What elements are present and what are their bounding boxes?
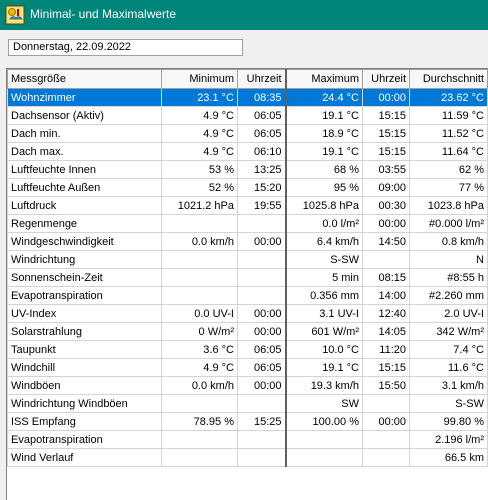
table-row[interactable] <box>8 359 488 377</box>
cell-maximum: S-SW <box>286 251 363 269</box>
cell-max-time: 15:15 <box>363 125 410 143</box>
cell-min-time: 06:05 <box>238 341 286 359</box>
cell-average: 99.80 % <box>410 413 488 431</box>
cell-max-time: 08:15 <box>363 269 410 287</box>
cell-minimum: 78.95 % <box>162 413 238 431</box>
cell-max-time: 00:30 <box>363 197 410 215</box>
cell-max-time <box>363 449 410 467</box>
cell-name: Solarstrahlung <box>8 323 162 341</box>
table-row[interactable] <box>8 179 488 197</box>
cell-name: Wind Verlauf <box>8 449 162 467</box>
table-row[interactable] <box>8 251 488 269</box>
cell-average: 11.64 °C <box>410 143 488 161</box>
cell-min-time: 15:25 <box>238 413 286 431</box>
cell-max-time: 14:05 <box>363 323 410 341</box>
cell-min-time: 06:05 <box>238 107 286 125</box>
cell-min-time <box>238 449 286 467</box>
cell-maximum: 19.3 km/h <box>286 377 363 395</box>
cell-min-time: 00:00 <box>238 305 286 323</box>
cell-name: Windgeschwindigkeit <box>8 233 162 251</box>
cell-maximum: 0.0 l/m² <box>286 215 363 233</box>
cell-min-time <box>238 287 286 305</box>
cell-maximum: 10.0 °C <box>286 341 363 359</box>
values-table <box>7 69 488 467</box>
column-header-minimum[interactable]: Minimum <box>162 70 238 89</box>
cell-maximum: 601 W/m² <box>286 323 363 341</box>
cell-average: 1023.8 hPa <box>410 197 488 215</box>
cell-max-time: 14:00 <box>363 287 410 305</box>
column-header-max-time[interactable]: Uhrzeit <box>363 70 410 89</box>
cell-name: Dach max. <box>8 143 162 161</box>
cell-name: Windböen <box>8 377 162 395</box>
cell-maximum: 5 min <box>286 269 363 287</box>
date-display[interactable]: Donnerstag, 22.09.2022 <box>8 39 243 56</box>
table-row[interactable] <box>8 323 488 341</box>
cell-average: S-SW <box>410 395 488 413</box>
cell-max-time: 00:00 <box>363 215 410 233</box>
cell-minimum: 4.9 °C <box>162 107 238 125</box>
window-title: Minimal- und Maximalwerte <box>30 7 177 21</box>
cell-maximum: 0.356 mm <box>286 287 363 305</box>
table-row[interactable] <box>8 341 488 359</box>
cell-name: Wohnzimmer <box>8 89 162 107</box>
cell-min-time: 00:00 <box>238 233 286 251</box>
cell-max-time: 03:55 <box>363 161 410 179</box>
table-header-row <box>8 70 488 89</box>
table-row[interactable] <box>8 377 488 395</box>
cell-minimum: 4.9 °C <box>162 359 238 377</box>
cell-max-time <box>363 395 410 413</box>
cell-name: Luftdruck <box>8 197 162 215</box>
cell-min-time <box>238 395 286 413</box>
cell-maximum: 95 % <box>286 179 363 197</box>
cell-min-time: 19:55 <box>238 197 286 215</box>
cell-min-time <box>238 269 286 287</box>
cell-name: UV-Index <box>8 305 162 323</box>
cell-minimum <box>162 269 238 287</box>
cell-min-time: 08:35 <box>238 89 286 107</box>
cell-name: Dachsensor (Aktiv) <box>8 107 162 125</box>
cell-average: 11.59 °C <box>410 107 488 125</box>
cell-min-time: 06:10 <box>238 143 286 161</box>
cell-name: Taupunkt <box>8 341 162 359</box>
cell-average: 11.6 °C <box>410 359 488 377</box>
table-row[interactable] <box>8 125 488 143</box>
cell-minimum: 4.9 °C <box>162 125 238 143</box>
cell-maximum: 68 % <box>286 161 363 179</box>
cell-max-time <box>363 431 410 449</box>
cell-maximum: 6.4 km/h <box>286 233 363 251</box>
cell-name: Luftfeuchte Außen <box>8 179 162 197</box>
table-row[interactable] <box>8 89 488 107</box>
table-row[interactable] <box>8 107 488 125</box>
column-header-name[interactable]: Messgröße <box>8 70 162 89</box>
cell-max-time: 00:00 <box>363 89 410 107</box>
cell-average: 66.5 km <box>410 449 488 467</box>
cell-max-time <box>363 251 410 269</box>
cell-minimum <box>162 215 238 233</box>
cell-max-time: 12:40 <box>363 305 410 323</box>
table-row[interactable] <box>8 269 488 287</box>
cell-min-time <box>238 431 286 449</box>
cell-name: Windrichtung <box>8 251 162 269</box>
cell-min-time: 06:05 <box>238 125 286 143</box>
cell-maximum: SW <box>286 395 363 413</box>
cell-min-time: 15:20 <box>238 179 286 197</box>
column-header-average[interactable]: Durchschnitt <box>410 70 488 89</box>
cell-name: Evapotranspiration <box>8 287 162 305</box>
cell-average: 7.4 °C <box>410 341 488 359</box>
cell-minimum: 0.0 UV-I <box>162 305 238 323</box>
cell-min-time <box>238 215 286 233</box>
cell-minimum: 0 W/m² <box>162 323 238 341</box>
cell-max-time: 15:15 <box>363 107 410 125</box>
cell-minimum <box>162 449 238 467</box>
cell-minimum: 52 % <box>162 179 238 197</box>
cell-maximum: 3.1 UV-I <box>286 305 363 323</box>
cell-average: #2.260 mm <box>410 287 488 305</box>
cell-minimum: 23.1 °C <box>162 89 238 107</box>
cell-average: #8:55 h <box>410 269 488 287</box>
table-row[interactable] <box>8 197 488 215</box>
cell-name: Windchill <box>8 359 162 377</box>
cell-name: ISS Empfang <box>8 413 162 431</box>
table-row[interactable] <box>8 215 488 233</box>
cell-max-time: 00:00 <box>363 413 410 431</box>
cell-max-time: 15:15 <box>363 143 410 161</box>
cell-min-time: 00:00 <box>238 323 286 341</box>
cell-max-time: 15:15 <box>363 359 410 377</box>
cell-average: 23.62 °C <box>410 89 488 107</box>
table-row[interactable] <box>8 161 488 179</box>
cell-max-time: 11:20 <box>363 341 410 359</box>
column-header-maximum[interactable]: Maximum <box>286 70 363 89</box>
cell-name: Evapotranspiration <box>8 431 162 449</box>
table-row[interactable] <box>8 143 488 161</box>
cell-maximum: 1025.8 hPa <box>286 197 363 215</box>
cell-maximum: 19.1 °C <box>286 143 363 161</box>
cell-minimum: 0.0 km/h <box>162 233 238 251</box>
cell-minimum: 53 % <box>162 161 238 179</box>
cell-minimum: 3.6 °C <box>162 341 238 359</box>
table-row[interactable] <box>8 413 488 431</box>
cell-minimum <box>162 395 238 413</box>
weather-station-icon <box>5 5 25 25</box>
table-row[interactable] <box>8 233 488 251</box>
cell-minimum: 1021.2 hPa <box>162 197 238 215</box>
cell-average: 342 W/m² <box>410 323 488 341</box>
cell-average: 2.0 UV-I <box>410 305 488 323</box>
cell-average: #0.000 l/m² <box>410 215 488 233</box>
cell-maximum <box>286 449 363 467</box>
title-bar[interactable] <box>0 0 488 30</box>
cell-average: N <box>410 251 488 269</box>
column-header-min-time[interactable]: Uhrzeit <box>238 70 286 89</box>
table-row[interactable] <box>8 431 488 449</box>
cell-maximum <box>286 431 363 449</box>
cell-name: Regenmenge <box>8 215 162 233</box>
cell-minimum: 0.0 km/h <box>162 377 238 395</box>
cell-name: Dach min. <box>8 125 162 143</box>
table-row[interactable] <box>8 449 488 467</box>
cell-min-time: 06:05 <box>238 359 286 377</box>
table-row[interactable] <box>8 395 488 413</box>
table-row[interactable] <box>8 305 488 323</box>
cell-minimum: 4.9 °C <box>162 143 238 161</box>
values-grid[interactable] <box>6 68 488 500</box>
cell-average: 77 % <box>410 179 488 197</box>
cell-name: Sonnenschein-Zeit <box>8 269 162 287</box>
cell-minimum <box>162 287 238 305</box>
cell-min-time: 13:25 <box>238 161 286 179</box>
cell-minimum <box>162 251 238 269</box>
cell-average: 62 % <box>410 161 488 179</box>
cell-name: Windrichtung Windböen <box>8 395 162 413</box>
cell-maximum: 18.9 °C <box>286 125 363 143</box>
cell-min-time <box>238 251 286 269</box>
cell-average: 11.52 °C <box>410 125 488 143</box>
cell-maximum: 19.1 °C <box>286 107 363 125</box>
cell-average: 0.8 km/h <box>410 233 488 251</box>
cell-name: Luftfeuchte Innen <box>8 161 162 179</box>
cell-average: 3.1 km/h <box>410 377 488 395</box>
cell-average: 2.196 l/m² <box>410 431 488 449</box>
cell-max-time: 14:50 <box>363 233 410 251</box>
cell-max-time: 09:00 <box>363 179 410 197</box>
cell-maximum: 19.1 °C <box>286 359 363 377</box>
cell-min-time: 00:00 <box>238 377 286 395</box>
cell-max-time: 15:50 <box>363 377 410 395</box>
cell-maximum: 24.4 °C <box>286 89 363 107</box>
cell-maximum: 100.00 % <box>286 413 363 431</box>
table-row[interactable] <box>8 287 488 305</box>
cell-minimum <box>162 431 238 449</box>
